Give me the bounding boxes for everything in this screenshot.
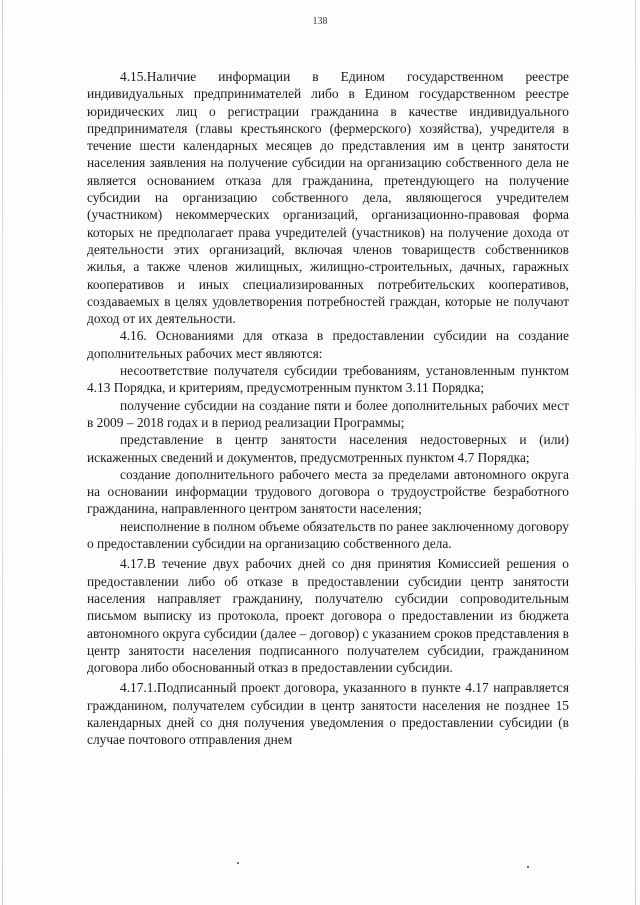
paragraph-4-16-item-2: получение субсидии на создание пяти и более дополнительных рабочих мест в 2009 – 2018 годах и в период реализации Программы; xyxy=(87,397,569,430)
paragraph-4-16: 4.16. Основаниями для отказа в предоставлении субсидии на создание дополнительных рабочих мест являются: xyxy=(87,328,569,361)
scan-speck xyxy=(237,862,239,864)
document-body xyxy=(87,68,569,749)
paragraph-4-17-1: 4.17.1.Подписанный проект договора, указанного в пункте 4.17 направляется гражданином, получателем субсидии в центр занятости населения не позднее 15 календарных дней со дня получения уведомления о предоставлении субсидии (в случае почтового отправления днем xyxy=(87,680,569,748)
paragraph-4-16-item-3: представление в центр занятости населения недостоверных и (или) искаженных сведений и документов, предусмотренных пунктом 4.7 Порядка; xyxy=(87,432,569,465)
paragraph-4-15: 4.15.Наличие информации в Едином государственном реестре индивидуальных предпринимателей либо в Едином государственном реестре юридических лиц о регистрации гражданина в качестве индивидуального предпринимателя (главы крестьянского (фермерского) хозяйства), учредителя в течение шести календарных месяцев до представления им в центр занятости населения заявления на получение субсидии на организацию собственного дела не является основанием отказа для гражданина, претендующего на получение субсидии на организацию собственного дела, являющегося учредителем (участником) некоммерческих организаций, организационно-правовая форма которых не предполагает права учредителей (участников) на получение дохода от деятельности этих организаций, включая членов товариществ собственников жилья, а также членов жилищных, жилищно-строительных, дачных, гаражных кооперативов и иных специализированных потребительских кооперативов, создаваемых в целях удовлетворения потребностей граждан, которые не получают доход от их деятельности. xyxy=(87,69,569,327)
paragraph-4-16-item-4: создание дополнительного рабочего места за пределами автономного округа на основании информации трудового договора о трудоустройстве безработного гражданина, направленного центром занятости населения; xyxy=(87,466,569,517)
paragraph-4-17: 4.17.В течение двух рабочих дней со дня принятия Комиссией решения о предоставлении либо об отказе в предоставлении субсидии центр занятости населения направляет гражданину, получателю субсидии сопроводительным письмом выписку из протокола, проект договора о предоставлении из бюджета автономного округа субсидии (далее – договор) с указанием сроков представления в центр занятости населения подписанного получателем субсидии, гражданином договора либо обоснованный отказ в предоставлении субсидии. xyxy=(87,556,569,676)
paragraph-4-16-item-5: неисполнение в полном объеме обязательств по ранее заключенному договору о предоставлении субсидии на организацию собственного дела. xyxy=(87,518,569,552)
scan-speck xyxy=(527,866,529,868)
scan-edge-left xyxy=(2,0,3,905)
scan-edge-right xyxy=(635,0,636,905)
paragraph-4-16-item-1: несоответствие получателя субсидии требованиям, установленным пунктом 4.13 Порядка, и критериям, предусмотренным пунктом 3.11 Порядка; xyxy=(87,363,569,396)
page-number: 138 xyxy=(312,16,328,27)
